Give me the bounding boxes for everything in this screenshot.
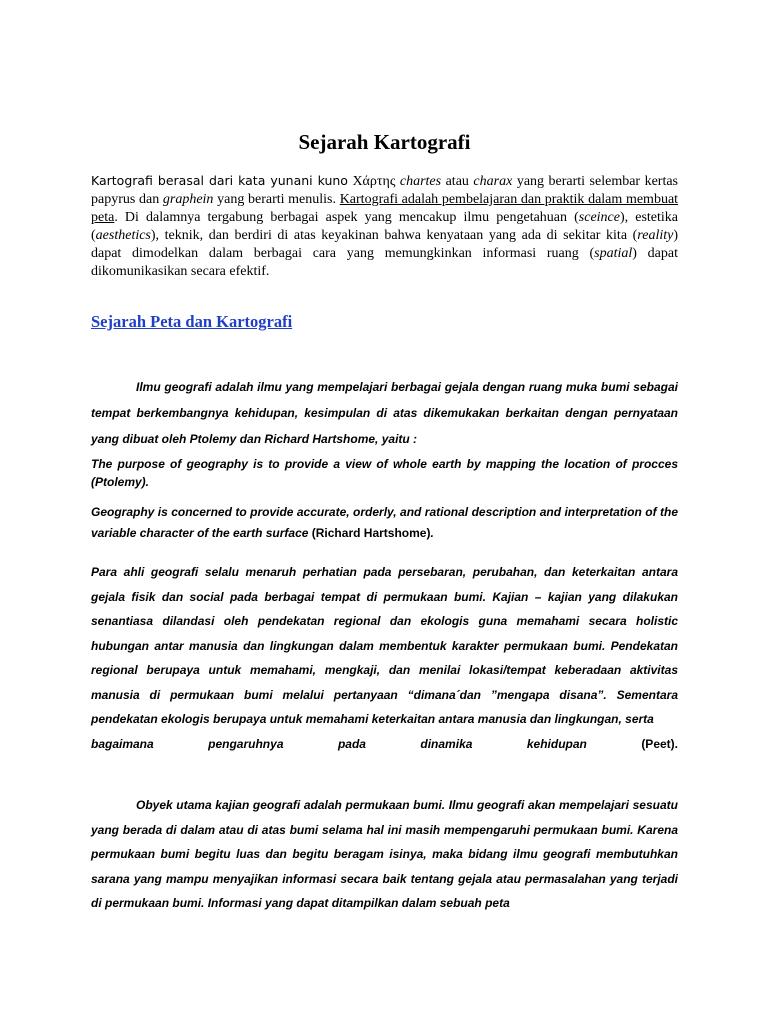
section-heading-link[interactable]: Sejarah Peta dan Kartografi <box>91 312 293 331</box>
intro-term-charax: charax <box>473 174 513 189</box>
paragraph-geographers <box>91 560 678 756</box>
paragraph-ptolemy-intro: Ilmu geografi adalah ilmu yang mempelajari berbagai gejala dengan ruang muka bumi sebagai tempat berkembangnya kehidupan, kesimpulan di atas dikemukakan berkaitan dengan pernyataan yang dibuat oleh Ptolemy dan Richard Hartshome, yaitu : <box>91 380 678 446</box>
intro-term-sceince: sceince <box>578 210 620 225</box>
intro-text-7: ) dapat dimodelkan dalam berbagai cara yang memungkinkan informasi ruang ( <box>91 228 678 261</box>
paragraph-object-of-study: Obyek utama kajian geografi adalah permukaan bumi. Ilmu geografi akan mempelajari sesuatu yang berada di dalam atau di atas bumi selama hal ini masih mempengaruhi permukaan bumi. Karena permukaan bumi begitu luas dan begitu beragam isinya, maka bidang ilmu geografi membutuhkan sarana yang mampu menyajikan informasi secara baik tentang gejala atau permasalahan yang terjadi di permukaan bumi. Informasi yang dapat ditampilkan dalam sebuah peta <box>91 798 678 910</box>
quote-hartshome-end: . <box>430 526 434 540</box>
intro-text-4: . Di dalamnya tergabung berbagai aspek yang mencakup ilmu pengetahuan ( <box>114 210 579 225</box>
intro-term-chartes: chartes <box>399 174 442 189</box>
intro-greek-word: Χάρτης <box>352 174 396 189</box>
intro-text-6: ), teknik, dan berdiri di atas keyakinan bahwa kenyataan yang ada di sekitar kita ( <box>150 228 638 243</box>
paragraph-geographers-lastline <box>91 732 678 757</box>
quote-hartshome-text: Geography is concerned to provide accurate, orderly, and rational description and interpretation of the variable character of the earth surface <box>91 505 678 540</box>
lastline-word: kehidupan <box>526 736 587 751</box>
intro-term-reality: reality <box>637 228 674 243</box>
quote-hartshome <box>91 502 678 544</box>
paragraph-geographers-main: Para ahli geografi selalu menaruh perhatian pada persebaran, perubahan, dan keterkaitan antara gejala fisik dan social pada berbagai tempat di permukaan bumi. Kajian – kajian yang dilakukan senantiasa dilandasi oleh pendekatan regional dan ekologis guna memahami secara holistic hubungan antar manusia dan lingkungan dalam membentuk karakter permukaan bumi. Pendekatan regional berupaya untuk memahami, mengkaji, dan menilai lokasi/tempat keberadaan aktivitas manusia di permukaan bumi melalui pertanyaan “dimana´dan ”mengapa disana”. Sementara pendekatan ekologis berupaya untuk memahami keterkaitan antara manusia dan lingkungan, serta <box>91 565 678 726</box>
intro-text-5: ), estetika ( <box>91 210 678 243</box>
intro-term-aesthetics: aesthetics <box>95 228 151 243</box>
intro-definition-underlined: Kartografi adalah pembelajaran dan praktik dalam membuat peta <box>91 192 679 225</box>
intro-text-3: yang berarti menulis. <box>217 192 337 207</box>
lastline-word: pengaruhnya <box>208 736 284 751</box>
intro-term-spatial: spatial <box>594 246 633 261</box>
lastline-source-peet: (Peet). <box>641 736 678 751</box>
intro-paragraph <box>91 172 678 281</box>
lastline-word: pada <box>337 736 366 751</box>
intro-term-graphein: graphein <box>162 192 214 207</box>
intro-text-2: yang berarti selembar kertas papyrus dan <box>91 174 679 207</box>
intro-text-atau: atau <box>445 174 469 189</box>
lastline-word: dinamika <box>420 736 473 751</box>
intro-text-8: ) dapat dikomunikasikan secara efektif. <box>91 246 679 279</box>
quote-ptolemy: The purpose of geography is to provide a view of whole earth by mapping the location of procces (Ptolemy). <box>91 457 678 489</box>
lastline-word: bagaimana <box>91 736 154 751</box>
page-title: Sejarah Kartografi <box>298 130 471 154</box>
intro-text-1: Kartografi berasal dari kata yunani kuno <box>91 173 348 188</box>
quote-hartshome-source: (Richard Hartshome) <box>311 526 431 540</box>
